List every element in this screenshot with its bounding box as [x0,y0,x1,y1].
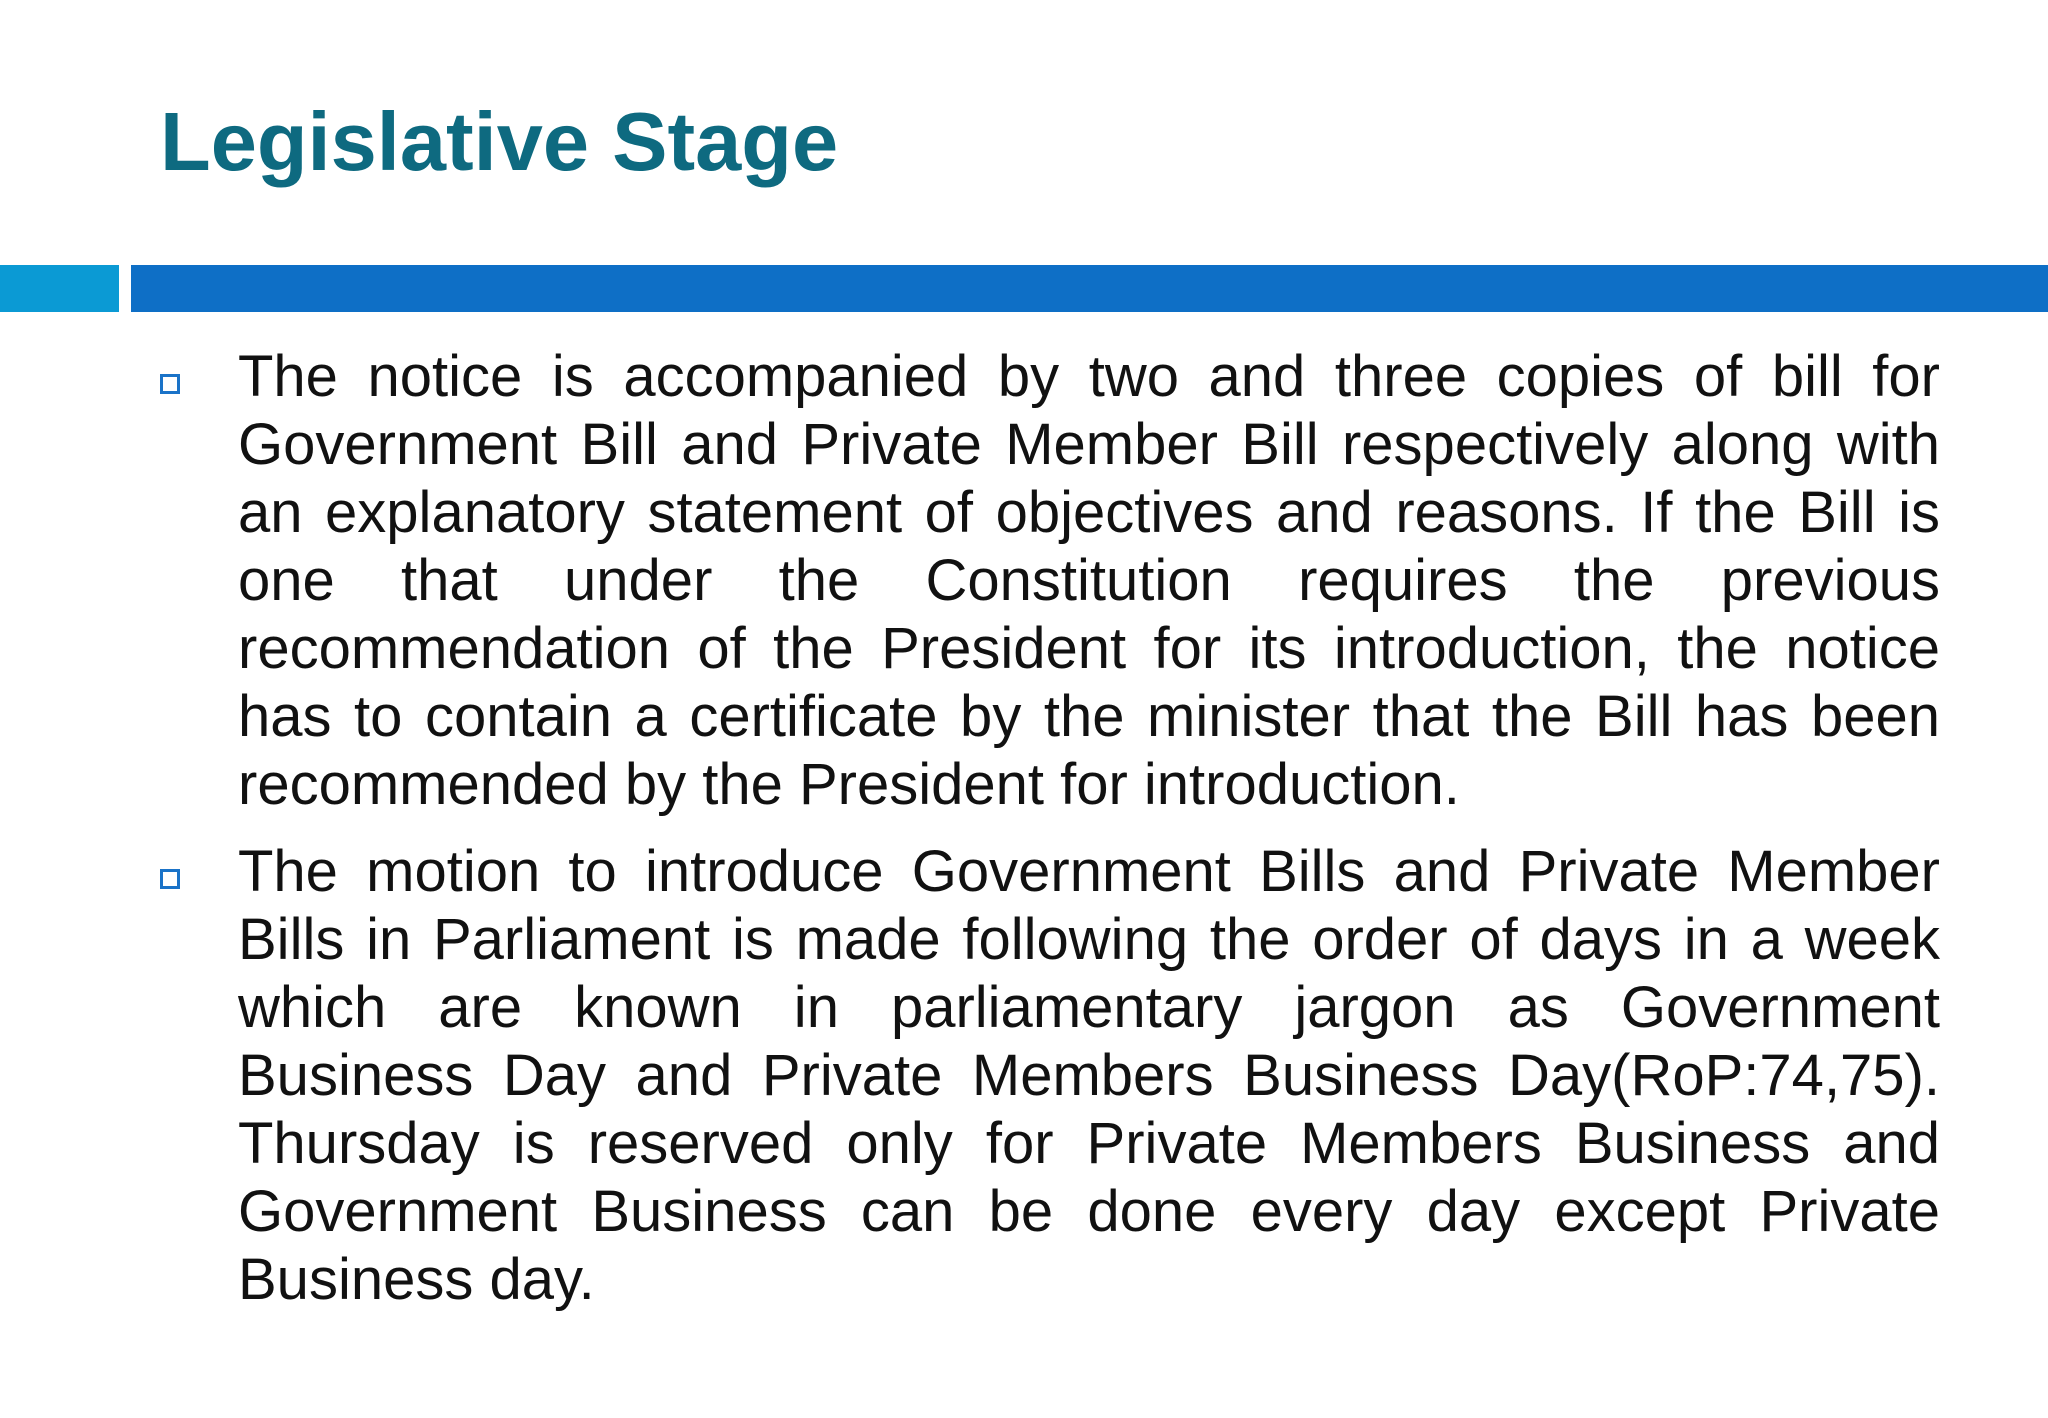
slide-content [160,343,1940,1333]
square-bullet-icon [160,869,180,889]
bullet-text: The notice is accompanied by two and three copies of bill for Government Bill and Private Member Bill respectively along with an explanatory statement of objectives and reasons. If the Bill is one that under the Constitution requires the previous recommendation of the President for its introduction, the notice has to contain a certificate by the minister that the Bill has been recommended by the President for introduction. [238,344,1940,817]
bullet-text: The motion to introduce Government Bills and Private Member Bills in Parliament is made following the order of days in a week which are known in parliamentary jargon as Government Business Day and Private Members Business Day(RoP:74,75). Thursday is reserved only for Private Members Business and Government Business can be done every day except Private Business day. [238,839,1940,1312]
bullet-item [160,343,1940,819]
header-accent-bar-right [131,265,2048,312]
bullet-item [160,838,1940,1314]
slide-title: Legislative Stage [160,95,839,188]
header-accent-bar-left [0,265,119,312]
square-bullet-icon [160,374,180,394]
